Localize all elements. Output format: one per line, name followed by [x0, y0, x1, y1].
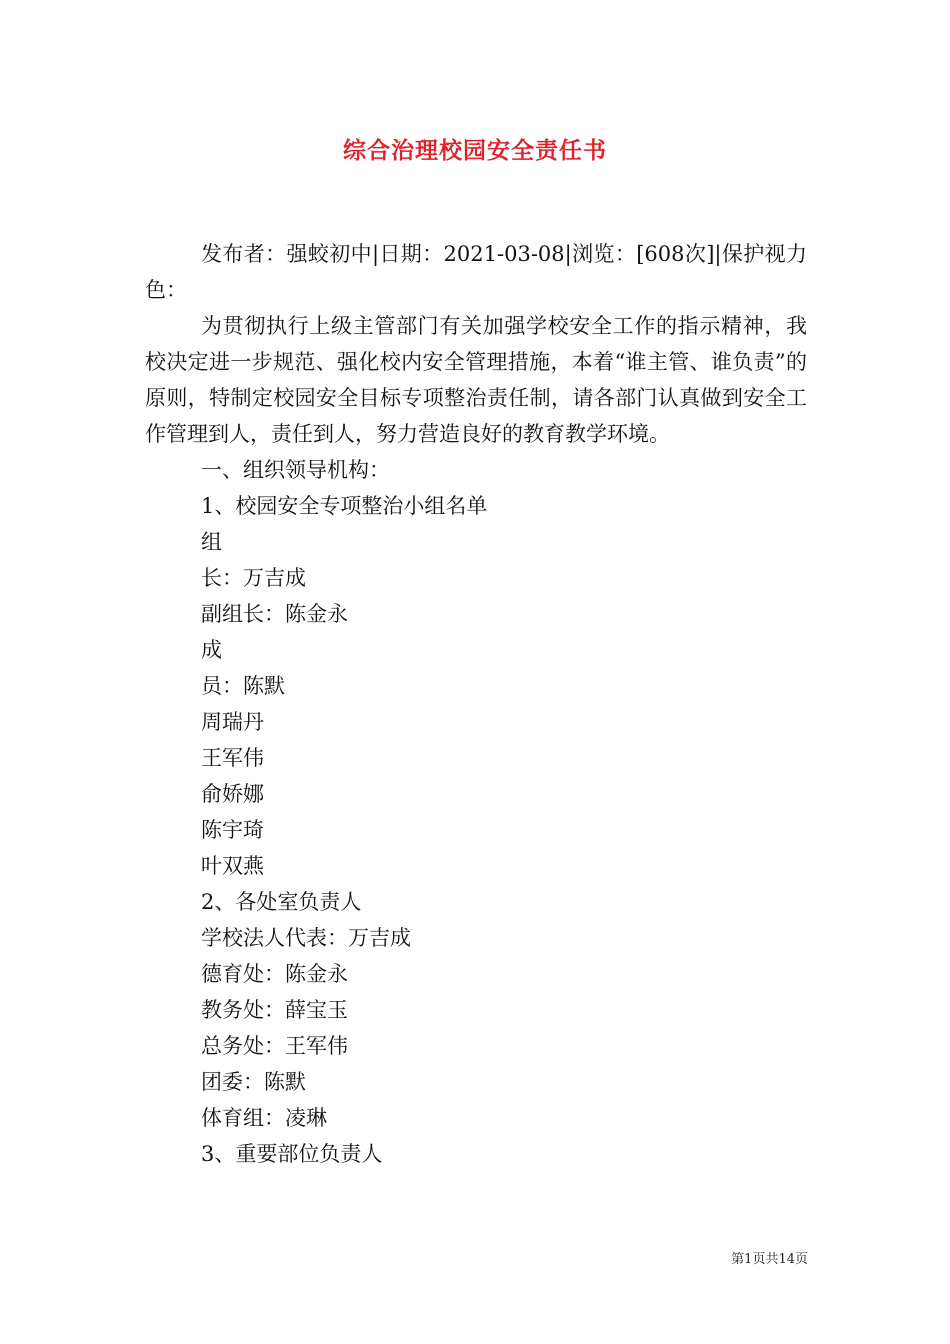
list-item: 团委：陈默	[201, 1070, 306, 1094]
list-item: 陈宇琦	[201, 818, 264, 842]
list-item: 俞娇娜	[201, 782, 264, 806]
list-item: 周瑞丹	[201, 710, 264, 734]
document-body	[145, 236, 807, 1172]
list-item: 德育处：陈金永	[201, 962, 348, 986]
section-heading: 一、组织领导机构：	[201, 458, 390, 482]
list-item: 学校法人代表：万吉成	[201, 926, 411, 950]
subsection-heading: 2、各处室负责人	[201, 890, 362, 914]
subsection-heading: 1、校园安全专项整治小组名单	[201, 494, 488, 518]
list-item: 组	[201, 530, 222, 554]
list-item: 成	[201, 638, 222, 662]
meta-line: 发布者：强蛟初中|日期：2021-03-08|浏览：[608次]|保护视力色：	[145, 242, 807, 302]
list-item: 副组长：陈金永	[201, 602, 348, 626]
document-title: 综合治理校园安全责任书	[343, 137, 607, 164]
list-item: 总务处：王军伟	[201, 1034, 348, 1058]
intro-paragraph: 为贯彻执行上级主管部门有关加强学校安全工作的指示精神，我校决定进一步规范、强化校内安全管理措施，本着“谁主管、谁负责”的原则，特制定校园安全目标专项整治责任制，请各部门认真做到安全工作管理到人，责任到人，努力营造良好的教育教学环境。	[145, 314, 807, 446]
page-number: 第1页共14页	[731, 1252, 808, 1267]
list-item: 长：万吉成	[201, 566, 306, 590]
list-item: 王军伟	[201, 746, 264, 770]
list-item: 叶双燕	[201, 854, 264, 878]
list-item: 员：陈默	[201, 674, 285, 698]
list-item: 体育组：凌琳	[201, 1106, 327, 1130]
list-item: 教务处：薛宝玉	[201, 998, 348, 1022]
subsection-heading: 3、重要部位负责人	[201, 1142, 383, 1166]
